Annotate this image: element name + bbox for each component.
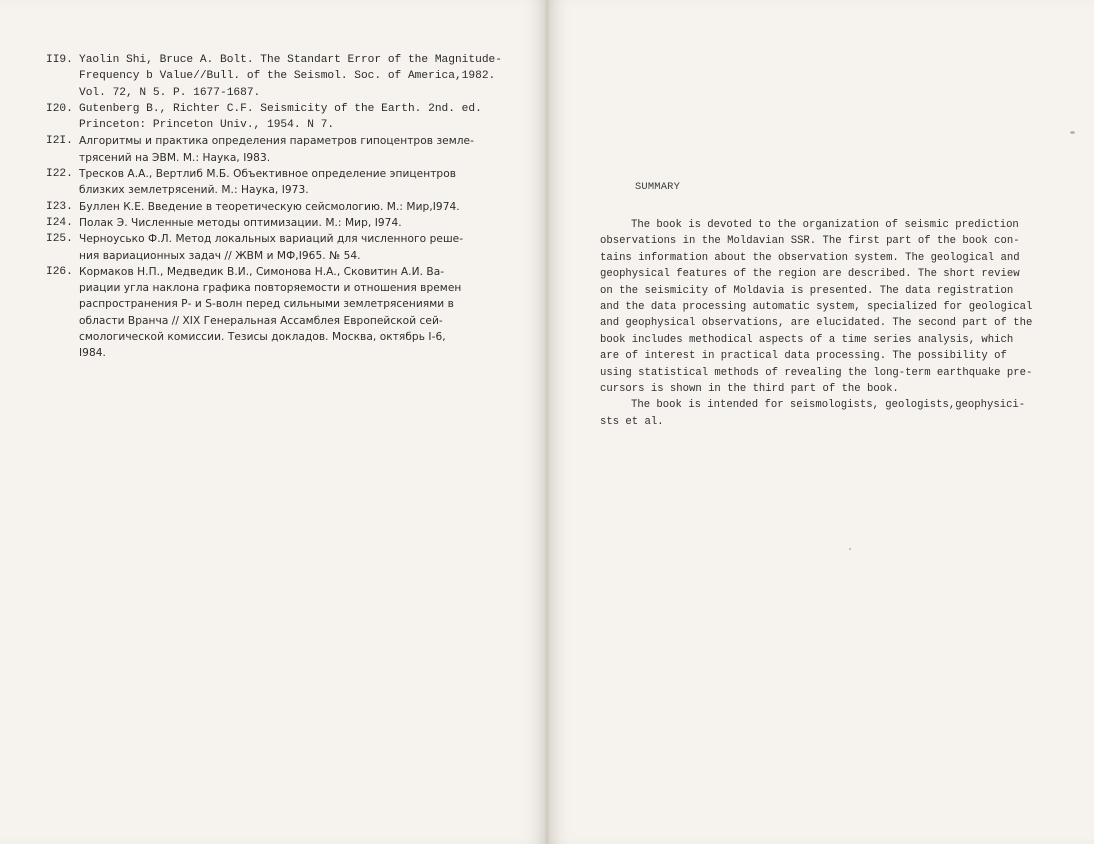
summary-line: sts et al. — [600, 415, 664, 428]
paper-speck — [1070, 131, 1075, 134]
reference-line: Тресков А.А., Вертлиб М.Б. Объективное определение эпицентров — [79, 168, 457, 181]
summary-line: book includes methodical aspects of a time series analysis, which — [600, 333, 1014, 346]
summary-line: tains information about the observation system. The geological and — [600, 251, 1020, 264]
paper-speck — [849, 548, 851, 550]
reference-item — [46, 199, 508, 215]
reference-list — [46, 52, 508, 362]
summary-line: on the seismicity of Moldavia is presented. The data registration — [600, 284, 1014, 297]
right-page — [549, 0, 1094, 844]
reference-number: I20. — [46, 102, 73, 115]
reference-line: Буллен К.Е. Введение в теоретическую сейсмологию. М.: Мир,I974. — [79, 200, 460, 213]
reference-line: трясений на ЭВМ. М.: Наука, I983. — [79, 151, 271, 164]
reference-item — [46, 166, 508, 199]
summary-line: cursors is shown in the third part of the book. — [600, 383, 899, 396]
reference-line: риации угла наклона графика повторяемости и отношения времен — [79, 282, 462, 295]
summary-line: and the data processing automatic system, specialized for geological — [600, 301, 1033, 314]
reference-line: Алгоритмы и практика определения параметров гипоцентров земле- — [79, 135, 474, 148]
summary-line: are of interest in practical data processing. The possibility of — [600, 350, 1007, 363]
left-page — [0, 0, 545, 844]
reference-number: I2I. — [46, 135, 73, 148]
summary-line: geophysical features of the region are described. The short review — [600, 268, 1020, 281]
summary-line: observations in the Moldavian SSR. The first part of the book con- — [600, 235, 1020, 248]
reference-line: близких землетрясений. М.: Наука, I973. — [79, 184, 309, 197]
reference-line: области Вранча // XIX Генеральная Ассамблея Европейской сей- — [79, 314, 443, 327]
summary-line: The book is intended for seismologists, geologists,geophysici- — [631, 399, 1026, 412]
reference-item — [46, 264, 508, 362]
reference-line: I984. — [79, 347, 106, 360]
reference-number: II9. — [46, 54, 73, 66]
reference-item — [46, 231, 508, 264]
reference-line: Черноусько Ф.Л. Метод локальных вариаций для численного реше- — [79, 233, 464, 246]
reference-line: Полак Э. Численные методы оптимизации. М.: Мир, I974. — [79, 216, 402, 229]
reference-number: I26. — [46, 265, 73, 278]
reference-line: Gutenberg B., Richter C.F. Seismicity of the Earth. 2nd. ed. — [79, 102, 482, 115]
reference-item — [46, 52, 508, 101]
reference-line: Vol. 72, N 5. P. 1677-1687. — [79, 86, 261, 99]
reference-line: ния вариационных задач // ЖВМ и МФ,I965. № 54. — [79, 249, 361, 262]
reference-number: I23. — [46, 200, 73, 213]
summary-title: SUMMARY — [635, 181, 681, 193]
summary-text — [600, 217, 1070, 430]
reference-line: распространения Р- и S-волн перед сильными землетрясениями в — [79, 298, 454, 311]
summary-line: using statistical methods of revealing the long-term earthquake pre- — [600, 366, 1033, 379]
reference-item — [46, 101, 508, 134]
reference-line: Кормаков Н.П., Медведик В.И., Симонова Н.А., Сковитин А.И. Ва- — [79, 265, 445, 278]
reference-line: Yaolin Shi, Bruce A. Bolt. The Standart Error of the Magnitude- — [79, 54, 502, 66]
reference-item — [46, 133, 508, 166]
reference-line: смологической комиссии. Тезисы докладов. Москва, октябрь I-6, — [79, 331, 446, 344]
reference-number: I24. — [46, 216, 73, 229]
reference-number: I22. — [46, 168, 73, 181]
summary-line: The book is devoted to the organization of seismic prediction — [631, 219, 1019, 231]
reference-number: I25. — [46, 233, 73, 246]
reference-line: Frequency b Value//Bull. of the Seismol. Soc. of America,1982. — [79, 70, 496, 83]
reference-item — [46, 215, 508, 231]
reference-line: Princeton: Princeton Univ., 1954. N 7. — [79, 119, 335, 132]
summary-line: and geophysical observations, are elucidated. The second part of the — [600, 317, 1033, 330]
